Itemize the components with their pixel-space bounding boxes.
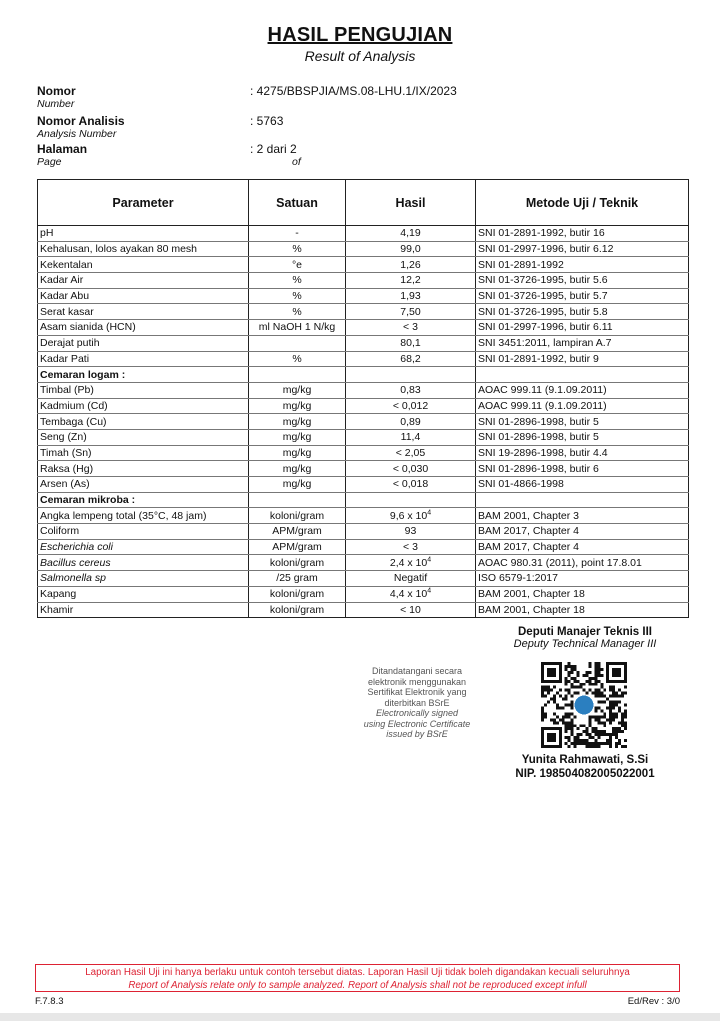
table-row (38, 602, 689, 618)
parameter-cell: Timbal (Pb) (38, 382, 249, 398)
result-cell: < 2,05 (346, 445, 476, 461)
unit-cell (249, 367, 346, 383)
unit-cell: % (249, 241, 346, 257)
unit-cell: APM/gram (249, 539, 346, 555)
method-cell: AOAC 999.11 (9.1.09.2011) (476, 382, 689, 398)
method-cell: BAM 2001, Chapter 18 (476, 586, 689, 602)
parameter-cell: Tembaga (Cu) (38, 414, 249, 430)
result-cell: 11,4 (346, 429, 476, 445)
signatory-title: Deputi Manajer Teknis III (518, 626, 652, 638)
table-row (38, 304, 689, 320)
parameter-cell: pH (38, 226, 249, 242)
table-row (38, 382, 689, 398)
meta-value: : 2 dari 2 (250, 142, 297, 156)
parameter-cell: Serat kasar (38, 304, 249, 320)
result-cell: 68,2 (346, 351, 476, 367)
parameter-cell: Raksa (Hg) (38, 461, 249, 477)
parameter-cell: Timah (Sn) (38, 445, 249, 461)
method-cell: SNI 01-2891-1992 (476, 257, 689, 273)
meta-item (37, 114, 284, 140)
document-subtitle: Result of Analysis (304, 48, 416, 64)
unit-cell: koloni/gram (249, 602, 346, 618)
unit-cell: koloni/gram (249, 508, 346, 524)
header-unit: Satuan (249, 180, 346, 226)
signer-name: Yunita Rahmawati, S.Si (521, 754, 649, 766)
meta-value: : 5763 (250, 114, 284, 128)
table-row (38, 461, 689, 477)
signatory-title-block (500, 626, 670, 650)
result-cell: < 10 (346, 602, 476, 618)
unit-cell: % (249, 273, 346, 289)
meta-label: Nomor Analisis (37, 114, 125, 128)
method-cell: AOAC 980.31 (2011), point 17.8.01 (476, 555, 689, 571)
method-cell: SNI 01-2896-1998, butir 6 (476, 461, 689, 477)
result-cell: < 3 (346, 320, 476, 336)
method-cell: SNI 01-2997-1996, butir 6.11 (476, 320, 689, 336)
method-cell: BAM 2017, Chapter 4 (476, 539, 689, 555)
esign-line-en: issued by BSrE (386, 729, 448, 739)
esign-line-en: Electronically signed (375, 708, 459, 718)
parameter-cell: Kehalusan, lolos ayakan 80 mesh (38, 241, 249, 257)
unit-cell: mg/kg (249, 477, 346, 493)
unit-cell: mg/kg (249, 445, 346, 461)
parameter-cell: Kekentalan (38, 257, 249, 273)
table-row (38, 335, 689, 351)
result-cell: 1,26 (346, 257, 476, 273)
parameter-cell: Coliform (38, 524, 249, 540)
meta-item (37, 84, 457, 110)
signer-block (500, 753, 670, 781)
unit-cell (249, 492, 346, 508)
meta-sublabel: Analysis Number (37, 128, 117, 140)
table-row (38, 257, 689, 273)
revision-code: Ed/Rev : 3/0 (627, 996, 680, 1007)
result-cell: 0,83 (346, 382, 476, 398)
table-row (38, 508, 689, 524)
table-row (38, 555, 689, 571)
parameter-cell: Cemaran logam : (38, 367, 249, 383)
meta-sublabel: Number (37, 98, 75, 110)
unit-cell: % (249, 288, 346, 304)
method-cell: SNI 01-2896-1998, butir 5 (476, 414, 689, 430)
table-row (38, 320, 689, 336)
method-cell: SNI 3451:2011, lampiran A.7 (476, 335, 689, 351)
electronic-signature-note (352, 666, 482, 740)
result-cell: 12,2 (346, 273, 476, 289)
meta-item (37, 142, 301, 168)
unit-cell: mg/kg (249, 398, 346, 414)
method-cell (476, 492, 689, 508)
parameter-cell: Kadar Pati (38, 351, 249, 367)
parameter-cell: Arsen (As) (38, 477, 249, 493)
result-exponent: 4 (427, 509, 432, 517)
table-row (38, 429, 689, 445)
result-cell: 4,19 (346, 226, 476, 242)
meta-sublabel: Page (37, 156, 62, 168)
unit-cell: /25 gram (249, 571, 346, 587)
method-cell: AOAC 999.11 (9.1.09.2011) (476, 398, 689, 414)
section-row (38, 492, 689, 508)
unit-cell: % (249, 351, 346, 367)
result-cell: 1,93 (346, 288, 476, 304)
unit-cell: APM/gram (249, 524, 346, 540)
parameter-cell: Asam sianida (HCN) (38, 320, 249, 336)
parameter-cell: Kapang (38, 586, 249, 602)
method-cell: BAM 2001, Chapter 3 (476, 508, 689, 524)
footer-notice (35, 964, 680, 992)
method-cell: SNI 01-4866-1998 (476, 477, 689, 493)
footer-notice-id: Laporan Hasil Uji ini hanya berlaku untuk contoh tersebut diatas. Laporan Hasil Uji tidak boleh digandakan kecuali seluruhnya (85, 967, 630, 978)
unit-cell: mg/kg (249, 461, 346, 477)
table-header-row (38, 180, 689, 226)
esign-line: diterbitkan BSrE (384, 697, 450, 708)
unit-cell: % (249, 304, 346, 320)
table-row (38, 398, 689, 414)
method-cell: SNI 01-2896-1998, butir 5 (476, 429, 689, 445)
method-cell: SNI 19-2896-1998, butir 4.4 (476, 445, 689, 461)
result-exponent: 4 (427, 556, 432, 564)
result-cell (346, 367, 476, 383)
table-row (38, 288, 689, 304)
meta-label: Nomor (37, 84, 76, 98)
table-row (38, 226, 689, 242)
parameter-cell: Seng (Zn) (38, 429, 249, 445)
table-row (38, 445, 689, 461)
header-parameter: Parameter (38, 180, 249, 226)
result-cell: 0,89 (346, 414, 476, 430)
esign-line-en: using Electronic Certificate (363, 718, 471, 729)
footer-notice-en: Report of Analysis relate only to sample analyzed. Report of Analysis shall not be reproduced except infull (128, 979, 587, 991)
table-row (38, 414, 689, 430)
parameter-cell: Kadar Air (38, 273, 249, 289)
method-cell: SNI 01-2891-1992, butir 9 (476, 351, 689, 367)
parameter-cell: Kadmium (Cd) (38, 398, 249, 414)
esign-line: elektronik menggunakan (367, 676, 467, 687)
section-row (38, 367, 689, 383)
result-cell: 93 (346, 524, 476, 540)
result-cell: < 0,030 (346, 461, 476, 477)
unit-cell: mg/kg (249, 382, 346, 398)
result-cell: Negatif (346, 571, 476, 587)
table-row (38, 273, 689, 289)
table-row (38, 477, 689, 493)
result-cell: < 3 (346, 539, 476, 555)
result-cell: 7,50 (346, 304, 476, 320)
signer-nip: NIP. 198504082005022001 (515, 768, 655, 780)
result-exponent: 4 (427, 587, 432, 595)
result-cell: < 0,012 (346, 398, 476, 414)
header-result: Hasil (346, 180, 476, 226)
method-cell: SNI 01-3726-1995, butir 5.7 (476, 288, 689, 304)
parameter-cell: Cemaran mikroba : (38, 492, 249, 508)
result-cell: 80,1 (346, 335, 476, 351)
header-method: Metode Uji / Teknik (476, 180, 689, 226)
qr-code-icon (541, 662, 627, 748)
unit-cell: mg/kg (249, 414, 346, 430)
parameter-cell: Escherichia coli (38, 539, 249, 555)
results-table (37, 179, 689, 618)
esign-line: Sertifikat Elektronik yang (367, 687, 467, 697)
unit-cell (249, 335, 346, 351)
meta-value: : 4275/BBSPJIA/MS.08-LHU.1/IX/2023 (250, 84, 457, 98)
method-cell: SNI 01-3726-1995, butir 5.8 (476, 304, 689, 320)
method-cell: SNI 01-3726-1995, butir 5.6 (476, 273, 689, 289)
parameter-cell: Angka lempeng total (35°C, 48 jam) (38, 508, 249, 524)
parameter-cell: Bacillus cereus (38, 555, 249, 571)
method-cell: BAM 2001, Chapter 18 (476, 602, 689, 618)
result-cell: 9,6 x $10^4$ (346, 508, 476, 524)
parameter-cell: Khamir (38, 602, 249, 618)
method-cell: ISO 6579-1:2017 (476, 571, 689, 587)
document-title: HASIL PENGUJIAN (267, 24, 453, 46)
result-cell: 4,4 x $10^4$ (346, 586, 476, 602)
unit-cell: koloni/gram (249, 586, 346, 602)
esign-line: Ditandatangani secara (371, 666, 463, 676)
method-cell: SNI 01-2891-1992, butir 16 (476, 226, 689, 242)
parameter-cell: Derajat putih (38, 335, 249, 351)
method-cell (476, 367, 689, 383)
unit-cell: koloni/gram (249, 555, 346, 571)
method-cell: BAM 2017, Chapter 4 (476, 524, 689, 540)
table-row (38, 539, 689, 555)
meta-label: Halaman (37, 142, 88, 156)
unit-cell: mg/kg (249, 429, 346, 445)
table-row (38, 241, 689, 257)
result-cell: 2,4 x $10^4$ (346, 555, 476, 571)
table-row (38, 351, 689, 367)
signatory-title-en: Deputy Technical Manager III (513, 638, 657, 650)
parameter-cell: Salmonella sp (38, 571, 249, 587)
table-row (38, 524, 689, 540)
result-cell (346, 492, 476, 508)
table-row (38, 571, 689, 587)
result-cell: < 0,018 (346, 477, 476, 493)
table-row (38, 586, 689, 602)
unit-cell: °e (249, 257, 346, 273)
unit-cell: - (249, 226, 346, 242)
result-cell: 99,0 (346, 241, 476, 257)
unit-cell: ml NaOH 1 N/kg (249, 320, 346, 336)
method-cell: SNI 01-2997-1996, butir 6.12 (476, 241, 689, 257)
page-bottom-edge (0, 1013, 720, 1021)
form-code: F.7.8.3 (35, 996, 64, 1007)
meta-value-sub: of (292, 156, 301, 168)
parameter-cell: Kadar Abu (38, 288, 249, 304)
